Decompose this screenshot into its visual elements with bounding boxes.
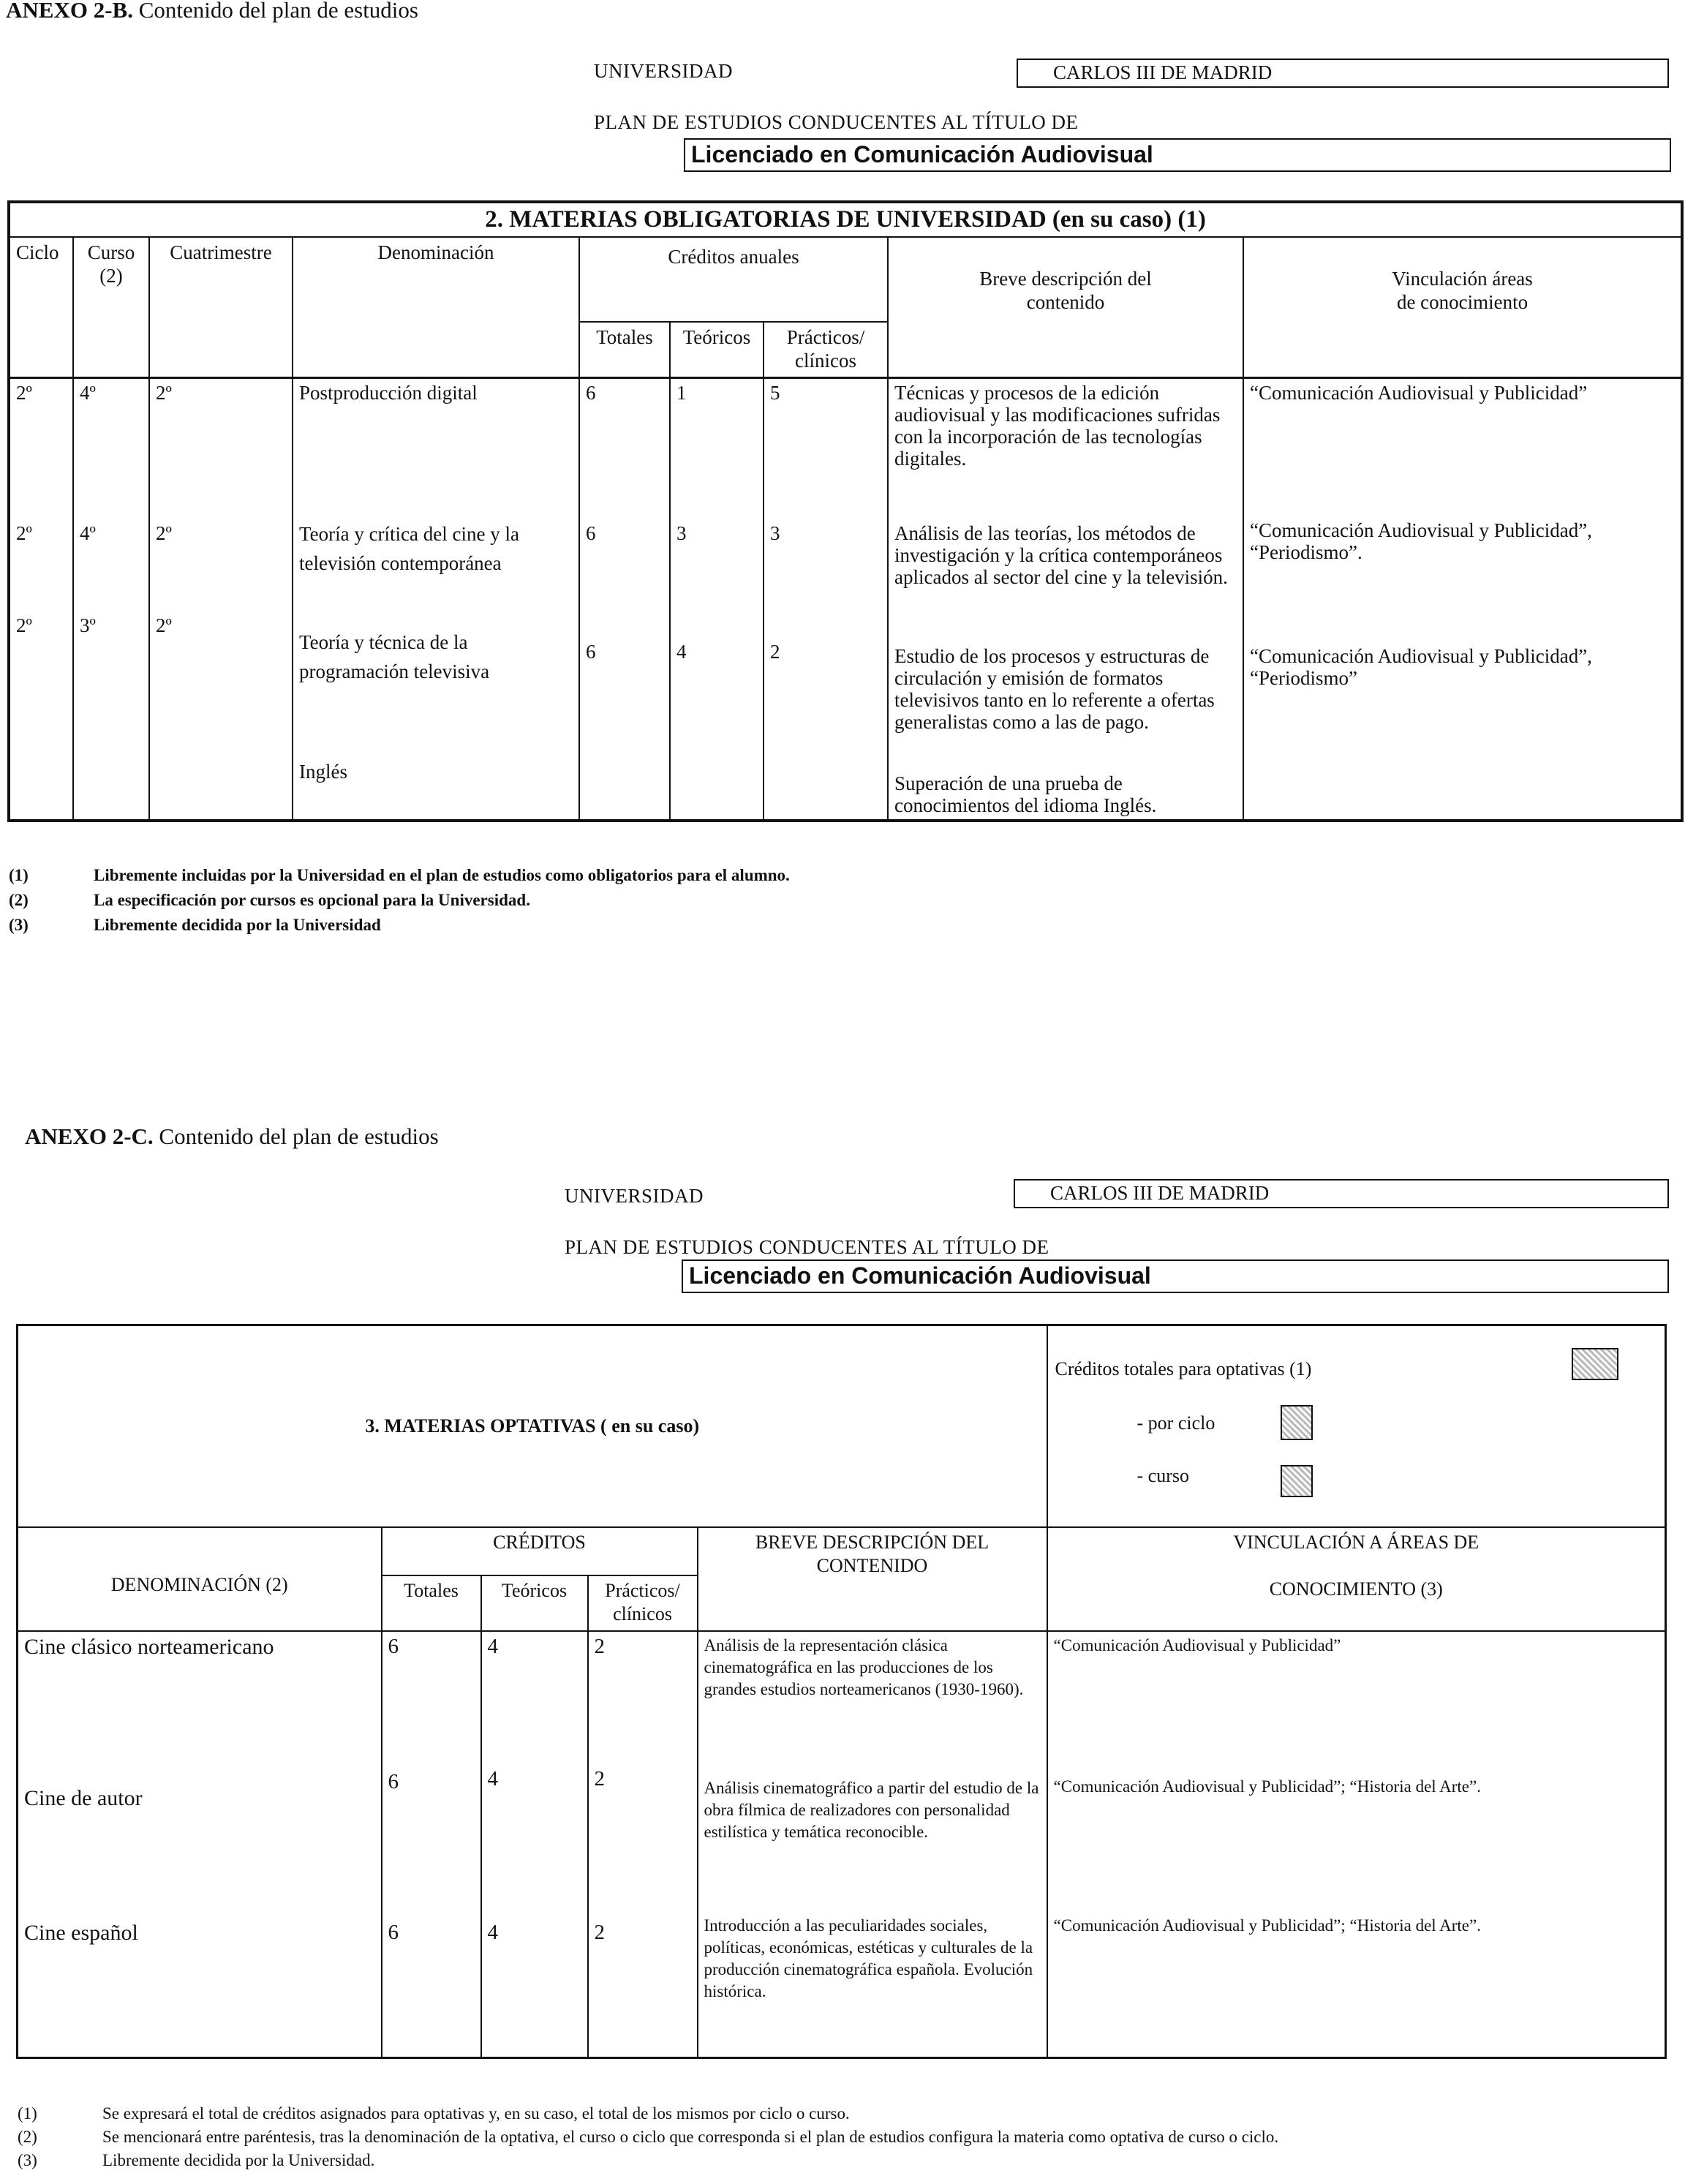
header-denominacion: Denominación (293, 237, 579, 377)
cell-cuatrimestre: 2º (149, 516, 293, 611)
note-item: (3) Libremente decidida por la Universidad. (18, 2151, 375, 2169)
cell-denominacion: Teoría y crítica del cine y la televisión contemporánea (293, 516, 579, 611)
cell-vinculacion (1243, 758, 1682, 821)
cell-denominacion: Postproducción digital (293, 377, 579, 516)
cell-teoricos: 1 (670, 377, 764, 516)
por-ciclo-checkbox[interactable] (1281, 1405, 1313, 1440)
cell-totales (579, 758, 670, 821)
cell-teoricos (670, 758, 764, 821)
cell-practicos: 2 (588, 1631, 698, 1760)
obligatorias-table (7, 200, 1684, 822)
cell-descripcion: Superación de una prueba de conocimientos del idioma Inglés. (888, 758, 1243, 821)
table-row (9, 758, 1682, 821)
cell-descripcion: Estudio de los procesos y estructuras de circulación y emisión de formatos televisivos tanto en lo referente a ofertas generalistas como a las de pago. (888, 611, 1243, 758)
cell-practicos: 2 (588, 1903, 698, 2058)
cell-denominacion: Cine español (18, 1903, 382, 2058)
table-title: 2. MATERIAS OBLIGATORIAS DE UNIVERSIDAD (en su caso) (1) (9, 202, 1682, 237)
header-teoricos: Teóricos (670, 322, 764, 377)
cell-vinculacion: “Comunicación Audiovisual y Publicidad” (1243, 377, 1682, 516)
cell-denominacion: Teoría y técnica de la programación televisiva (293, 611, 579, 758)
cell-ciclo: 2º (9, 611, 73, 758)
cell-descripcion: Análisis de las teorías, los métodos de investigación y la crítica contemporáneos aplicados al sector del cine y la televisión. (888, 516, 1243, 611)
cell-denominacion: Cine clásico norteamericano (18, 1631, 382, 1760)
cell-ciclo (9, 758, 73, 821)
cell-denominacion: Cine de autor (18, 1760, 382, 1903)
cell-curso: 4º (73, 377, 149, 516)
cell-curso (73, 758, 149, 821)
table-row (18, 1903, 1666, 2058)
cell-cuatrimestre: 2º (149, 377, 293, 516)
creditos-totales-checkbox[interactable] (1572, 1348, 1618, 1380)
optativas-table (16, 1324, 1667, 2059)
header-totales: Totales (579, 322, 670, 377)
plan-label: PLAN DE ESTUDIOS CONDUCENTES AL TÍTULO DE (594, 111, 1079, 133)
cell-descripcion: Análisis de la representación clásica cinematográfica en las producciones de los grandes estudios norteamericanos (1930-1960). (698, 1631, 1047, 1760)
creditos-totales-label: Créditos totales para optativas (1) (1055, 1358, 1312, 1379)
optativas-title: 3. MATERIAS OPTATIVAS ( en su caso) (18, 1325, 1047, 1527)
cell-teoricos: 4 (481, 1903, 588, 2058)
curso-label: - curso (1136, 1465, 1189, 1486)
header-descripcion: Breve descripción del contenido (888, 237, 1243, 377)
cell-ciclo: 2º (9, 377, 73, 516)
por-ciclo-label: - por ciclo (1136, 1412, 1215, 1434)
note-item: (1) Se expresará el total de créditos asignados para optativas y, en su caso, el total de los mismos por ciclo o curso. (18, 2104, 850, 2123)
table-row (9, 377, 1682, 516)
cell-descripcion: Análisis cinematográfico a partir del estudio de la obra fílmica de realizadores con personalidad estilística y temática reconocible. (698, 1760, 1047, 1903)
annex-c-notes (18, 2102, 1278, 2172)
universidad-label: UNIVERSIDAD (565, 1185, 704, 1207)
note-item: (2) Se mencionará entre paréntesis, tras la denominación de la optativa, el curso o ciclo que corresponda si el plan de estudios configura la materia como optativa de curso o ciclo. (18, 2128, 1279, 2146)
cell-descripcion: Técnicas y procesos de la edición audiovisual y las modificaciones sufridas con la incorporación de las tecnologías digitales. (888, 377, 1243, 516)
cell-totales: 6 (382, 1631, 481, 1760)
header-curso: Curso (2) (73, 237, 149, 377)
table-row (9, 611, 1682, 758)
header-cuatrimestre: Cuatrimestre (149, 237, 293, 377)
annex-b-title: ANEXO 2-B. Contenido del plan de estudios (6, 0, 418, 23)
cell-vinculacion: “Comunicación Audiovisual y Publicidad”; “Historia del Arte”. (1047, 1903, 1666, 2058)
cell-teoricos: 4 (481, 1760, 588, 1903)
cell-ciclo: 2º (9, 516, 73, 611)
note-item: (2) La especificación por cursos es opcional para la Universidad. (9, 891, 530, 909)
header-creditos: CRÉDITOS (382, 1527, 698, 1575)
cell-curso: 4º (73, 516, 149, 611)
cell-denominacion: Inglés (293, 758, 579, 821)
cell-totales: 6 (382, 1760, 481, 1903)
cell-descripcion: Introducción a las peculiaridades sociales, políticas, económicas, estéticas y culturales de la producción cinematográfica española. Evolución histórica. (698, 1903, 1047, 2058)
header-ciclo: Ciclo (9, 237, 73, 377)
header-vinculacion: VINCULACIÓN A ÁREAS DE CONOCIMIENTO (3) (1047, 1527, 1666, 1631)
cell-cuatrimestre: 2º (149, 611, 293, 758)
cell-vinculacion: “Comunicación Audiovisual y Publicidad”, “Periodismo”. (1243, 516, 1682, 611)
header-creditos: Créditos anuales (579, 237, 888, 322)
cell-vinculacion: “Comunicación Audiovisual y Publicidad” (1047, 1631, 1666, 1760)
universidad-value: CARLOS III DE MADRID (1014, 1179, 1669, 1208)
header-denominacion: DENOMINACIÓN (2) (18, 1527, 382, 1631)
note-item: (1) Libremente incluidas por la Universidad en el plan de estudios como obligatorios para el alumno. (9, 866, 790, 884)
cell-totales: 6 (579, 611, 670, 758)
table-row (18, 1631, 1666, 1760)
cell-totales: 6 (579, 516, 670, 611)
header-totales: Totales (382, 1575, 481, 1631)
cell-practicos: 5 (764, 377, 888, 516)
cell-vinculacion: “Comunicación Audiovisual y Publicidad”; “Historia del Arte”. (1047, 1760, 1666, 1903)
header-vinculacion: Vinculación áreas de conocimiento (1243, 237, 1682, 377)
creditos-totales-box (1047, 1325, 1666, 1527)
cell-cuatrimestre (149, 758, 293, 821)
cell-teoricos: 3 (670, 516, 764, 611)
cell-totales: 6 (382, 1903, 481, 2058)
degree-title: Licenciado en Comunicación Audiovisual (682, 1259, 1669, 1293)
cell-totales: 6 (579, 377, 670, 516)
cell-teoricos: 4 (670, 611, 764, 758)
cell-practicos (764, 758, 888, 821)
header-teoricos: Teóricos (481, 1575, 588, 1631)
cell-practicos: 2 (588, 1760, 698, 1903)
header-descripcion: BREVE DESCRIPCIÓN DEL CONTENIDO (698, 1527, 1047, 1631)
cell-curso: 3º (73, 611, 149, 758)
note-item: (3) Libremente decidida por la Universidad (9, 916, 381, 934)
universidad-label: UNIVERSIDAD (594, 60, 733, 82)
header-practicos: Prácticos/ clínicos (764, 322, 888, 377)
header-practicos: Prácticos/ clínicos (588, 1575, 698, 1631)
plan-label: PLAN DE ESTUDIOS CONDUCENTES AL TÍTULO DE (565, 1236, 1049, 1258)
annex-c-title: ANEXO 2-C. Contenido del plan de estudios (25, 1123, 439, 1149)
cell-practicos: 2 (764, 611, 888, 758)
curso-checkbox[interactable] (1281, 1465, 1313, 1497)
table-row (18, 1760, 1666, 1903)
cell-vinculacion: “Comunicación Audiovisual y Publicidad”, “Periodismo” (1243, 611, 1682, 758)
table-row (9, 516, 1682, 611)
cell-practicos: 3 (764, 516, 888, 611)
degree-title: Licenciado en Comunicación Audiovisual (684, 138, 1671, 172)
universidad-value: CARLOS III DE MADRID (1017, 59, 1669, 88)
annex-b-notes (9, 863, 790, 938)
cell-teoricos: 4 (481, 1631, 588, 1760)
